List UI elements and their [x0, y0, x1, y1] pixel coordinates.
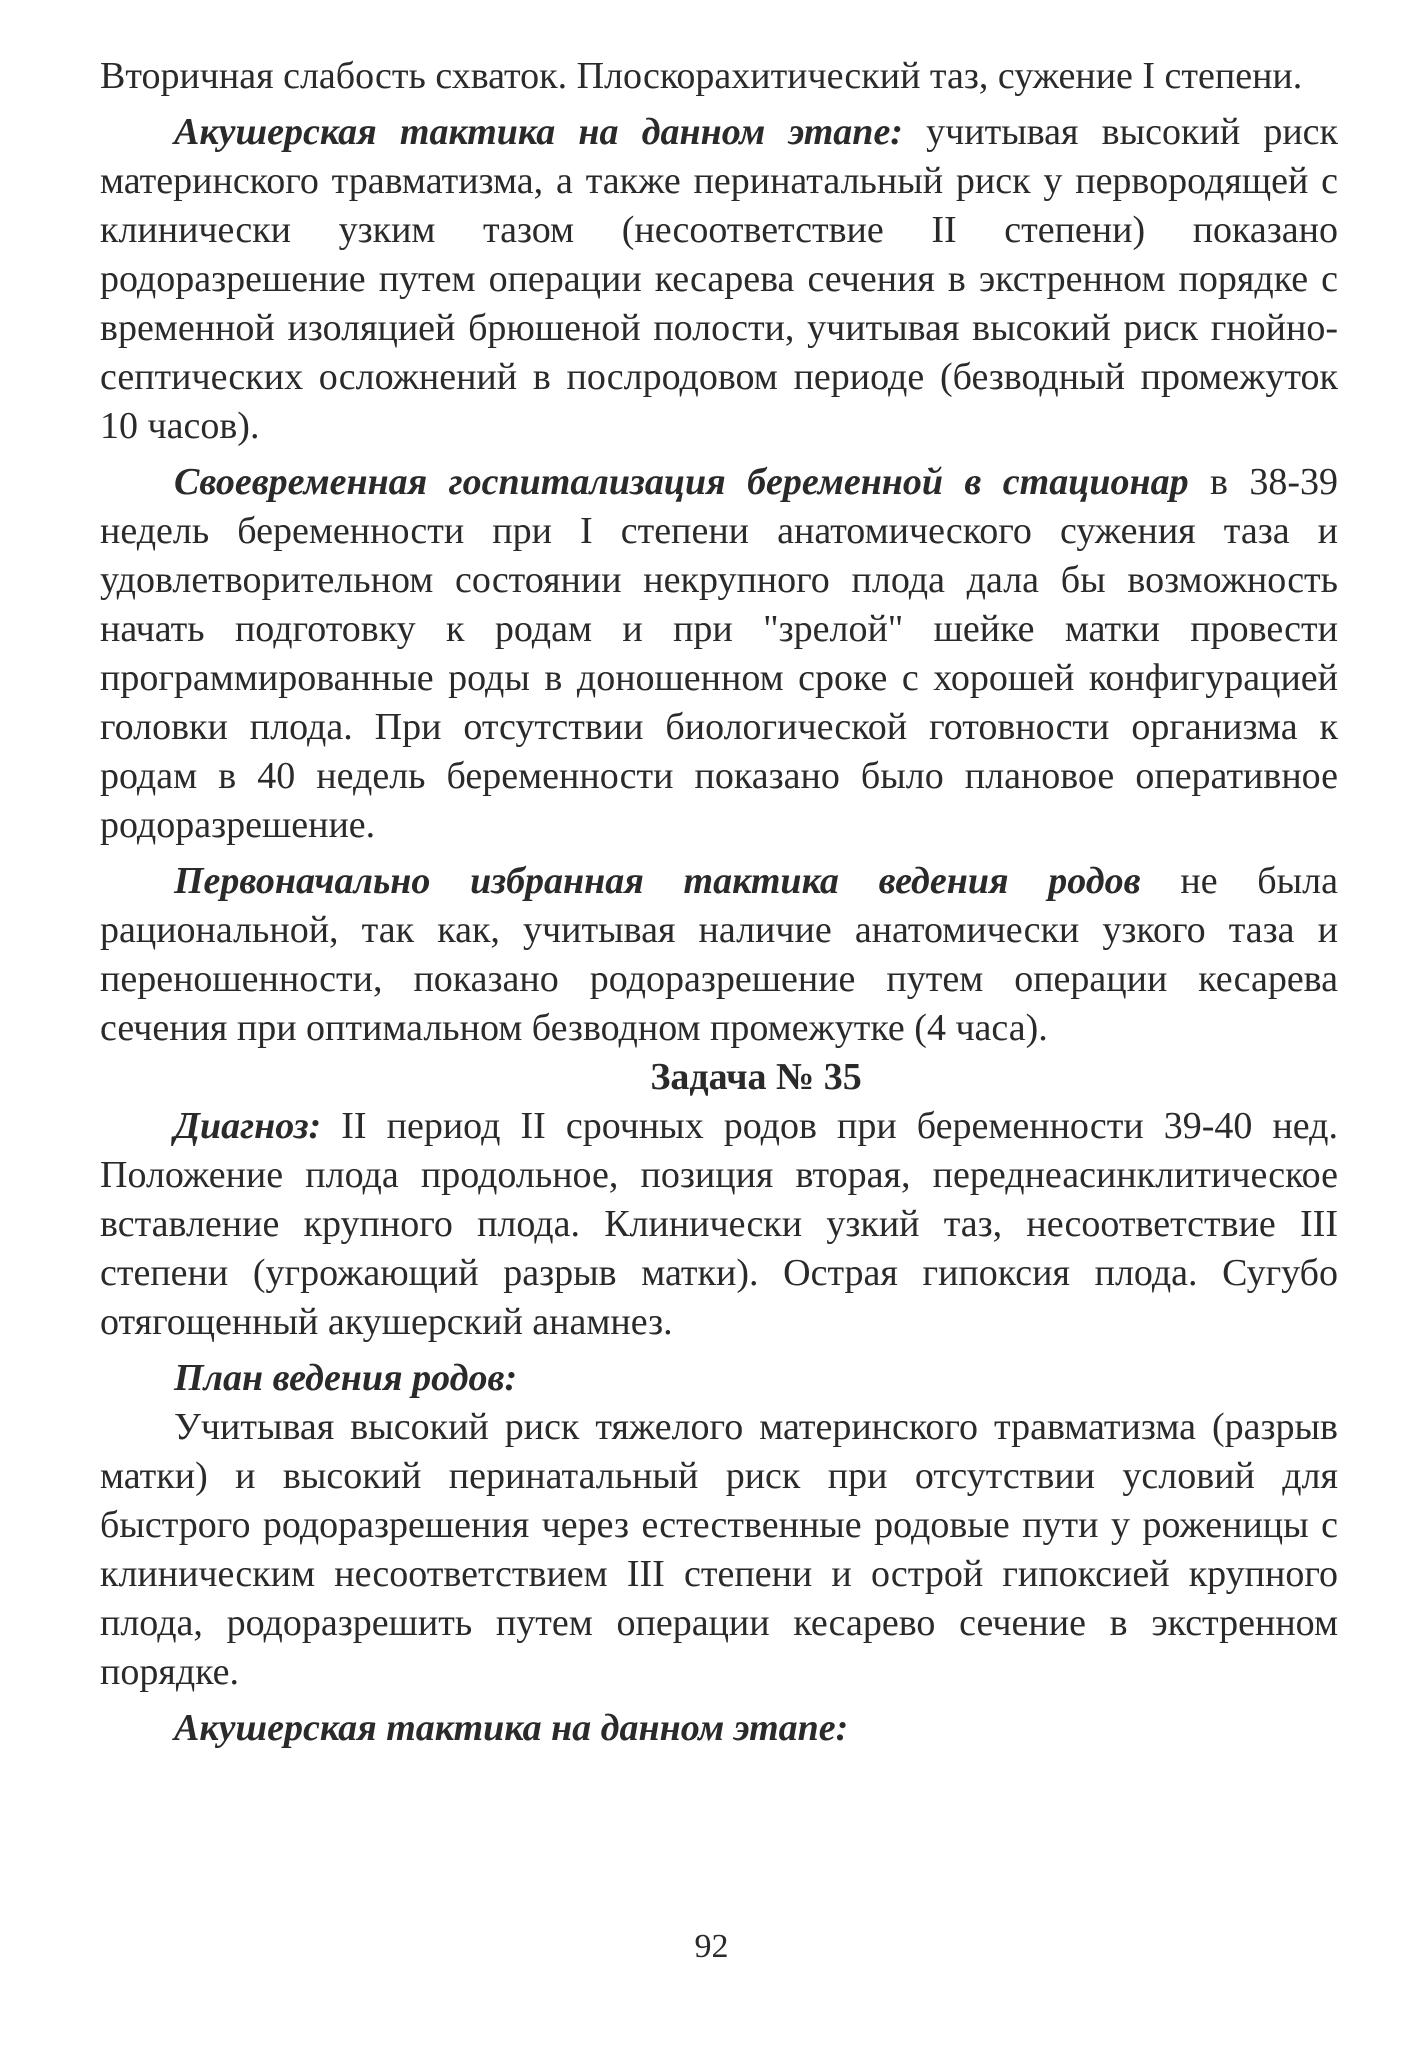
paragraph-text: учитывая высокий риск материнского травматизма, а также перинатальный риск у первородящей с клинически узким тазом (несоответствие II степени) показано родоразрешение путем операции кесарева сечения в экстренном порядке с временной изоляцией брюшеной полости, учитывая высокий риск гнойно-септических осложнений в послродовом периоде (безводный промежуток 10 часов).: [100, 111, 1338, 447]
paragraph-timely-hospitalization: [100, 458, 1338, 850]
paragraph-lead: Первоначально избранная тактика ведения родов: [174, 860, 1141, 902]
paragraph-obstetric-tactics: [100, 108, 1338, 451]
paragraph-initial-tactics: [100, 857, 1338, 1053]
paragraph-text: не была рациональной, так как, учитывая наличие анатомически узкого таза и переношенности, показано родоразрешение путем операции кесарева сечения при оптимальном безводном промежутке (4 часа).: [100, 860, 1338, 1049]
paragraph-diagnosis-continuation: [100, 52, 1338, 101]
task-heading: Задача № 35: [650, 1056, 862, 1098]
paragraph-text: в 38-39 недель беременности при I степени анатомического сужения таза и удовлетворительном состоянии некрупного плода дала бы возможность начать подготовку к родам и при "зрелой" шейке матки провести программированные роды в доношенном сроке с хорошей конфигурацией головки плода. При отсутствии биологической готовности организма к родам в 40 недель беременности показано было плановое оперативное родоразрешение.: [100, 461, 1338, 846]
paragraph-labor-plan: [100, 1403, 1338, 1697]
paragraph-text: Учитывая высокий риск тяжелого материнского травматизма (разрыв матки) и высокий перинатальный риск при отсутствии условий для быстрого родоразрешения через естественные родовые пути у роженицы с клиническим несоответствием III степени и острой гипоксией крупного плода, родоразрешить путем операции кесарево сечение в экстренном порядке.: [100, 1406, 1338, 1693]
paragraph-lead: Своевременная госпитализация беременной в стационар: [174, 461, 1189, 503]
paragraph-obstetric-tactics-heading: [100, 1704, 1338, 1753]
paragraph-lead: Акушерская тактика на данном этапе:: [174, 111, 903, 153]
paragraph-lead: План ведения родов:: [174, 1357, 518, 1399]
paragraph-lead: Диагноз:: [174, 1105, 322, 1147]
paragraph-text: Вторичная слабость схваток. Плоскорахитический таз, сужение I степени.: [100, 55, 1303, 97]
body-text: [100, 52, 1338, 1753]
paragraph-labor-plan-heading: [100, 1354, 1338, 1403]
paragraph-text: II период II срочных родов при беременности 39-40 нед. Положение плода продольное, позиция вторая, переднеасинклитическое вставление крупного плода. Клинически узкий таз, несоответствие III степени (угрожающий разрыв матки). Острая гипоксия плода. Сугубо отягощенный акушерский анамнез.: [100, 1105, 1338, 1343]
page-number: 92: [694, 1928, 729, 1965]
paragraph-diagnosis: [100, 1102, 1338, 1347]
paragraph-lead: Акушерская тактика на данном этапе:: [174, 1707, 849, 1749]
